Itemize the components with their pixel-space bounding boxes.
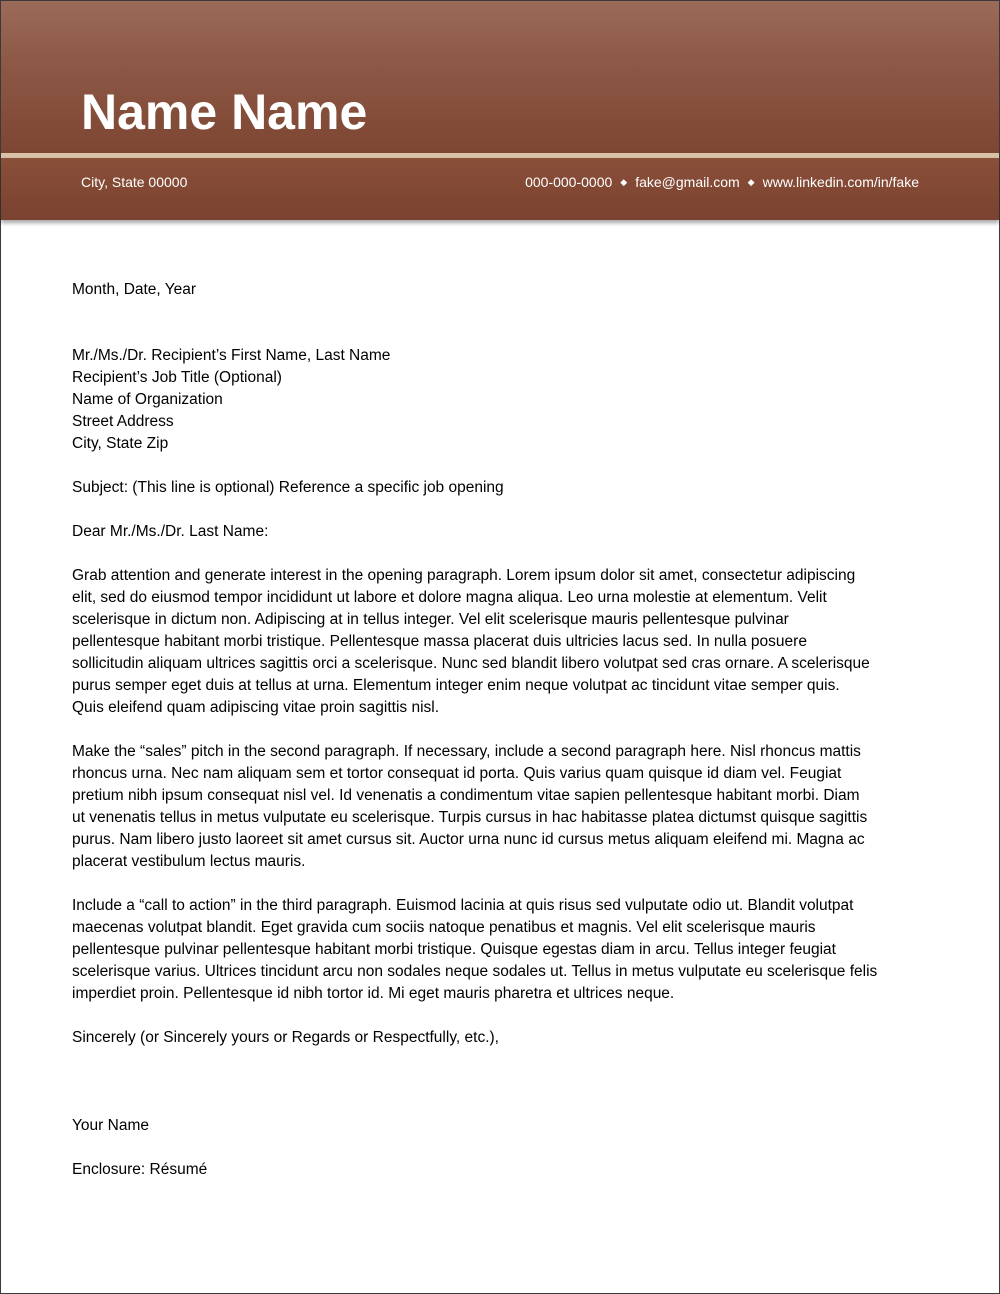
closing: Sincerely (or Sincerely yours or Regards or Respectfully, etc.), [72, 1029, 499, 1046]
contact-location: City, State 00000 [81, 174, 188, 190]
diamond-separator-icon: ◆ [747, 177, 755, 187]
letter-date: Month, Date, Year [72, 281, 197, 298]
paragraph-sales-pitch [72, 741, 932, 873]
contact-band [1, 158, 999, 220]
signature-name: Your Name [72, 1117, 149, 1134]
paragraph-line: sollicitudin aliquam ultrices sagittis orci a scelerisque. Nunc sed blandit libero volutpat sed cras ornare. A scelerisque [72, 655, 870, 672]
paragraph-line: purus semper eget duis at tellus at urna. Elementum integer enim neque volutpat ac tincidunt vitae semper quis. [72, 677, 840, 694]
letter-body [72, 279, 932, 1181]
paragraph-line: pellentesque pulvinar pellentesque habitant morbi tristique. Quisque egestas diam in arcu. Tellus integer feugiat [72, 941, 836, 958]
paragraph-line: pellentesque habitant morbi tristique. Pellentesque massa placerat duis ultricies lacus sed. In nulla posuere [72, 633, 807, 650]
contact-phone: 000-000-0000 [525, 174, 613, 190]
paragraph-line: Quis eleifend quam adipiscing vitae proin sagittis nisl. [72, 699, 440, 716]
contact-email: fake@gmail.com [635, 174, 740, 190]
paragraph-line: Make the “sales” pitch in the second paragraph. If necessary, include a second paragraph here. Nisl rhoncus mattis [72, 743, 861, 760]
paragraph-line: ut venenatis tellus in metus vulputate eu scelerisque. Turpis cursus in hac habitasse platea dictumst quisque sagittis [72, 809, 868, 826]
paragraph-call-to-action [72, 895, 932, 1005]
paragraph-line: pretium nibh ipsum consequat nisl vel. Id venenatis a condimentum vitae sapien pellentesque habitant morbi. Diam [72, 787, 860, 804]
paragraph-line: purus. Nam libero justo laoreet sit amet cursus sit. Auctor urna nunc id cursus metus aliquam eleifend mi. Magna ac [72, 831, 865, 848]
paragraph-line: maecenas volutpat blandit. Eget gravida cum sociis natoque penatibus et magnis. Vel elit scelerisque mauris [72, 919, 816, 936]
diamond-separator-icon: ◆ [620, 177, 628, 187]
paragraph-line: placerat vestibulum lectus mauris. [72, 853, 306, 870]
salutation: Dear Mr./Ms./Dr. Last Name: [72, 523, 269, 540]
paragraph-line: imperdiet proin. Pellentesque id nibh tortor id. Mi eget mauris pharetra et ultrices neque. [72, 985, 675, 1002]
recipient-job-title: Recipient’s Job Title (Optional) [72, 369, 282, 386]
subject-line: Subject: (This line is optional) Reference a specific job opening [72, 479, 504, 496]
paragraph-line: scelerisque varius. Ultrices tincidunt arcu non sodales neque sodales ut. Tellus in metus vulputate eu scelerisque felis [72, 963, 878, 980]
paragraph-opening [72, 565, 932, 719]
paragraph-line: elit, sed do eiusmod tempor incididunt ut labore et dolore magna aliqua. Leo urna molestie at elementum. Velit [72, 589, 827, 606]
recipient-name: Mr./Ms./Dr. Recipient’s First Name, Last Name [72, 347, 391, 364]
paragraph-line: rhoncus urna. Nec nam aliquam sem et tortor consequat id porta. Quis varius quam quisque id diam vel. Feugiat [72, 765, 842, 782]
applicant-name: Name Name [81, 84, 368, 140]
contact-details [525, 174, 919, 190]
recipient-block [72, 345, 932, 455]
enclosure-line: Enclosure: Résumé [72, 1161, 208, 1178]
paragraph-line: Include a “call to action” in the third paragraph. Euismod lacinia at quis risus sed vulputate odio ut. Blandit volutpat [72, 897, 854, 914]
paragraph-line: Grab attention and generate interest in the opening paragraph. Lorem ipsum dolor sit amet, consectetur adipiscing [72, 567, 856, 584]
paragraph-line: scelerisque in dictum non. Adipiscing at in tellus integer. Vel elit scelerisque mauris pellentesque pulvinar [72, 611, 789, 628]
contact-website: www.linkedin.com/in/fake [762, 174, 919, 190]
recipient-city-state-zip: City, State Zip [72, 435, 169, 452]
header-banner [1, 1, 999, 153]
recipient-organization: Name of Organization [72, 391, 223, 408]
recipient-street: Street Address [72, 413, 174, 430]
